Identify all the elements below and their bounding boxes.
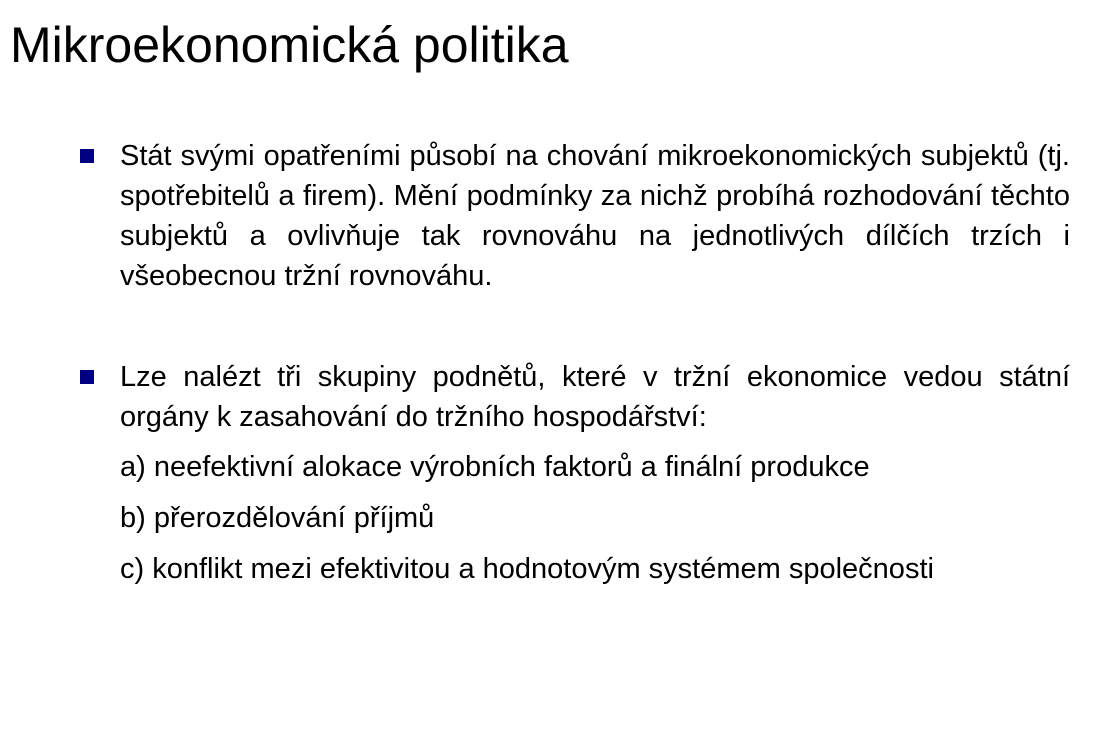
square-bullet-icon <box>80 370 94 384</box>
bullet-item <box>77 357 1070 437</box>
sub-item-b: b) přerozdělování příjmů <box>120 502 435 534</box>
sub-item-c: c) konflikt mezi efektivitou a hodnotovým systémem společnosti <box>120 553 934 585</box>
bullet-item <box>77 136 1070 296</box>
bullet-text: Stát svými opatřeními působí na chování mikroekonomických subjektů (tj. spotřebitelů a firem). Mění podmínky za nichž probíhá rozhodování těchto subjektů a ovlivňuje tak rovnováhu na jednotlivých dílčích trzích i všeobecnou tržní rovnováhu. <box>120 140 1070 292</box>
slide-content <box>77 136 1070 589</box>
square-bullet-icon <box>80 149 94 163</box>
bullet-text: Lze nalézt tři skupiny podnětů, které v tržní ekonomice vedou státní orgány k zasahování do tržního hospodářství: <box>120 361 1070 433</box>
slide-title: Mikroekonomická politika <box>10 17 569 73</box>
sub-item-a: a) neefektivní alokace výrobních faktorů a finální produkce <box>120 451 870 483</box>
